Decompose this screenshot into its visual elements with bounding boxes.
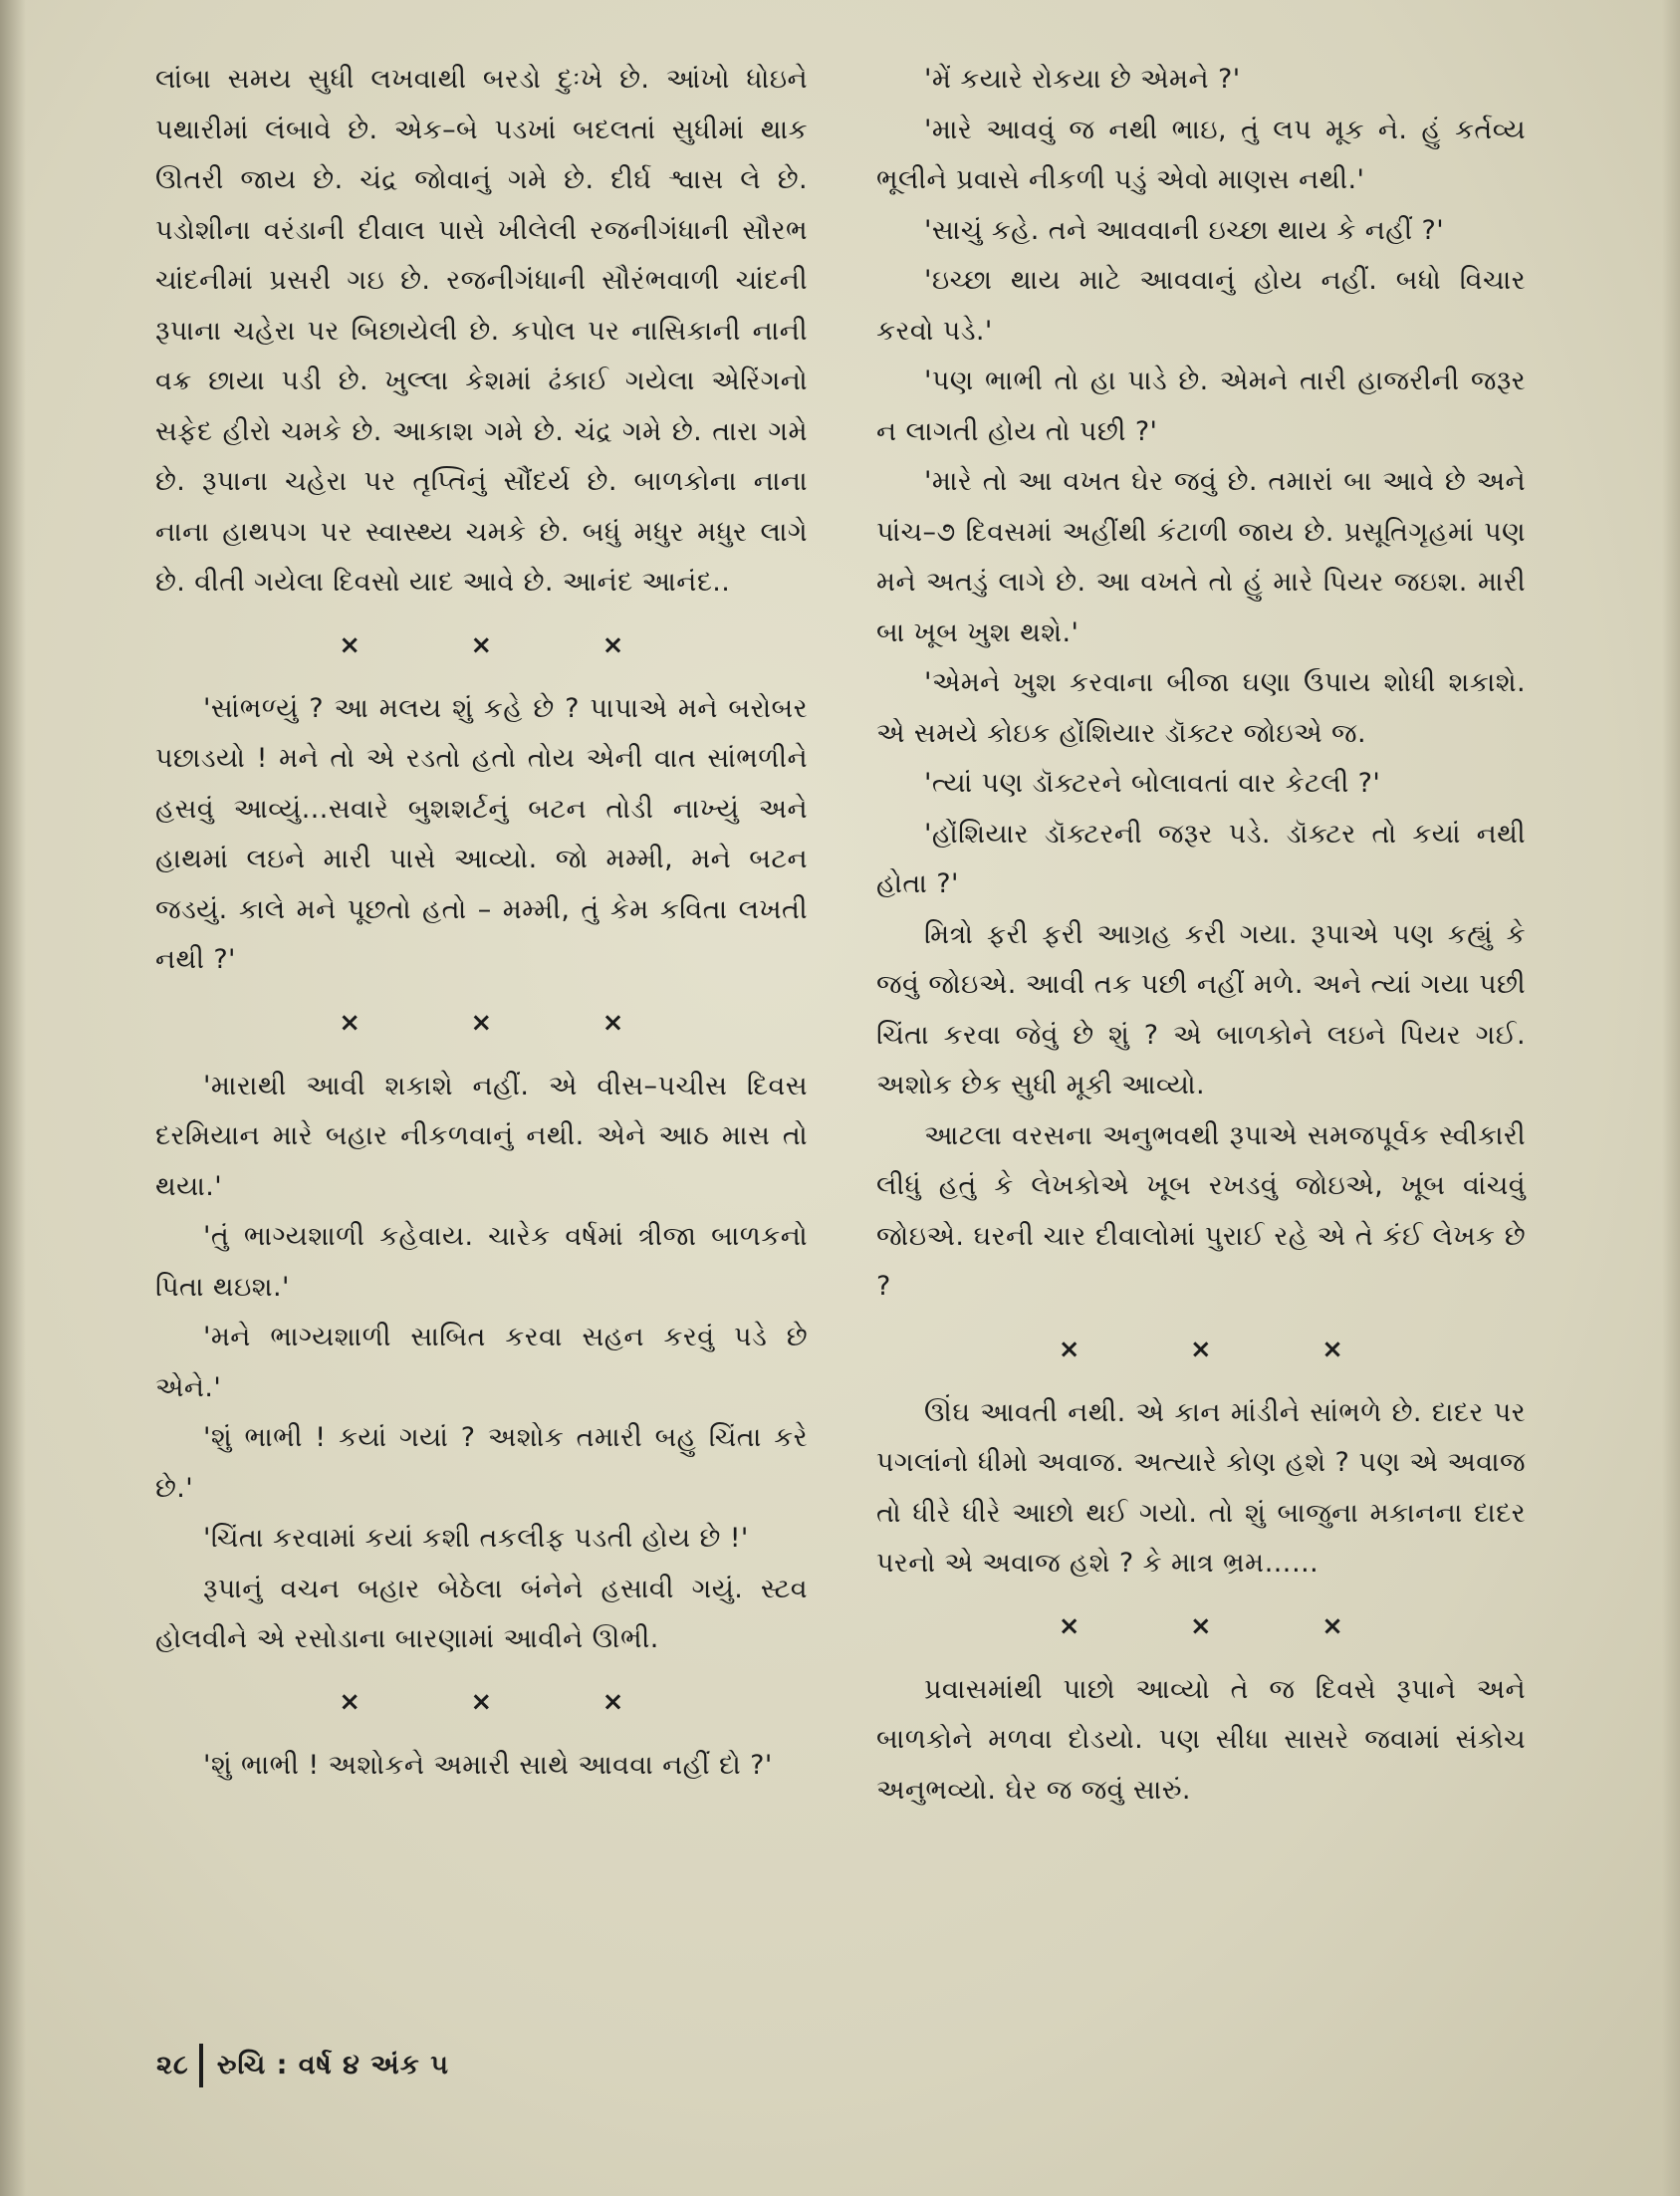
separator-mark: × [1321, 1611, 1344, 1642]
separator-mark: × [1189, 1335, 1213, 1365]
separator-mark: × [470, 1687, 493, 1718]
paragraph: 'મારે તો આ વખત ઘેર જવું છે. તમારાં બા આવે છે અને પાંચ–૭ દિવસમાં અહીંથી કંટાળી જાય છે. પ્રસૂતિગૃહમાં પણ મને અતડું લાગે છે. આ વખતે તો હું મારે પિયર જઇશ. મારી બા ખૂબ ખુશ થશે.' [876, 466, 1526, 648]
paragraph: 'શું ભાભી ! કયાં ગયાં ? અશોક તમારી બહુ ચિંતા કરે છે.' [155, 1422, 808, 1504]
separator-mark: × [601, 1008, 624, 1039]
paragraph: 'હોંશિયાર ડૉક્ટરની જરૂર પડે. ડૉક્ટર તો કયાં નથી હોતા ?' [876, 818, 1526, 899]
separator-mark: × [470, 1008, 493, 1039]
page-footer [156, 2048, 449, 2083]
footer-divider [199, 2044, 203, 2087]
paragraph: રૂપાનું વચન બહાર બેઠેલા બંનેને હસાવી ગયું. સ્ટવ હોલવીને એ રસોડાના બારણામાં આવીને ઊભી. [155, 1573, 808, 1654]
paragraph: 'પણ ભાભી તો હા પાડે છે. એમને તારી હાજરીની જરૂર ન લાગતી હોય તો પછી ?' [876, 366, 1526, 447]
separator-mark: × [1321, 1335, 1344, 1365]
separator-mark: × [339, 1008, 361, 1039]
paragraph: 'એમને ખુશ કરવાના બીજા ઘણા ઉપાય શોધી શકાશે. એ સમયે કોઇક હોંશિયાર ડૉક્ટર જોઇએ જ. [876, 667, 1526, 749]
paragraph: 'સાંભળ્યું ? આ મલય શું કહે છે ? પાપાએ મને બરોબર પછાડયો ! મને તો એ રડતો હતો તોય એની વાત સાંભળીને હસવું આવ્યું…સવારે બુશશર્ટનું બટન તોડી નાખ્યું અને હાથમાં લઇને મારી પાસે આવ્યો. જો મમ્મી, મને બટન જડયું. કાલે મને પૂછતો હતો – મમ્મી, તું કેમ કવિતા લખતી નથી ?' [155, 692, 808, 975]
paragraph: 'મારે આવવું જ નથી ભાઇ, તું લપ મૂક ને. હું કર્તવ્ય ભૂલીને પ્રવાસે નીકળી પડું એવો માણસ નથી.' [876, 114, 1526, 195]
binding-shadow [0, 0, 26, 2196]
section-separator [876, 1589, 1526, 1665]
separator-mark: × [601, 630, 624, 661]
paragraph: 'તું ભાગ્યશાળી કહેવાય. ચારેક વર્ષમાં ત્રીજા બાળકનો પિતા થઇશ.' [155, 1221, 808, 1303]
paragraph: 'સાચું કહે. તને આવવાની ઇચ્છા થાય કે નહીં ?' [924, 214, 1445, 246]
paragraph: 'મારાથી આવી શકાશે નહીં. એ વીસ–પચીસ દિવસ દરમિયાન મારે બહાર નીકળવાનું નથી. એને આઠ માસ તો થયા.' [155, 1070, 808, 1202]
separator-mark: × [1189, 1611, 1213, 1642]
page-number: ૨૮ [156, 2050, 189, 2080]
journal-issue: રુચિ : વર્ષ ૪ અંક ૫ [216, 2050, 449, 2080]
separator-mark: × [601, 1687, 624, 1718]
paragraph: 'મેં કયારે રોકયા છે એમને ?' [924, 64, 1241, 95]
paragraph: લાંબા સમય સુધી લખવાથી બરડો દુઃખે છે. આંખો ધોઇને પથારીમાં લંબાવે છે. એક–બે પડખાં બદલતાં સુધીમાં થાક ઊતરી જાય છે. ચંદ્ર જોવાનું ગમે છે. દીર્ઘ શ્વાસ લે છે. પડોશીના વરંડાની દીવાલ પાસે ખીલેલી રજનીગંધાની સૌરભ ચાંદનીમાં પ્રસરી ગઇ છે. રજનીગંધાની સૌરંભવાળી ચાંદની રૂપાના ચહેરા પર બિછાયેલી છે. કપોલ પર નાસિકાની નાની વક્ર છાયા પડી છે. ખુલ્લા કેશમાં ઢંકાઈ ગયેલા એરિંગનો સફેદ હીરો ચમકે છે. આકાશ ગમે છે. ચંદ્ર ગમે છે. તારા ગમે છે. રૂપાના ચહેરા પર તૃપ્તિનું સૌંદર્ય છે. બાળકોના નાના નાના હાથપગ પર સ્વાસ્થ્ય ચમકે છે. બધું મધુર મધુર લાગે છે. વીતી ગયેલા દિવસો યાદ આવે છે. આનંદ આનંદ.. [155, 64, 808, 598]
page-edge-shadow [1662, 0, 1680, 2196]
paragraph: મિત્રો ફરી ફરી આગ્રહ કરી ગયા. રૂપાએ પણ કહ્યું કે જવું જોઇએ. આવી તક પછી નહીં મળે. અને ત્યાં ગયા પછી ચિંતા કરવા જેવું છે શું ? એ બાળકોને લઇને પિયર ગઈ. અશોક છેક સુધી મૂકી આવ્યો. [876, 918, 1526, 1100]
paragraph: ઊંઘ આવતી નથી. એ કાન માંડીને સાંભળે છે. દાદર પર પગલાંનો ધીમો અવાજ. અત્યારે કોણ હશે ? પણ એ અવાજ તો ધીરે ધીરે આછો થઈ ગયો. તો શું બાજુના મકાનના દાદર પરનો એ અવાજ હશે ? કે માત્ર ભ્રમ…… [876, 1396, 1526, 1579]
paragraph: 'ત્યાં પણ ડૉક્ટરને બોલાવતાં વાર કેટલી ?' [924, 768, 1381, 799]
section-separator [155, 609, 808, 684]
separator-mark: × [1058, 1335, 1080, 1365]
paragraph: 'શું ભાભી ! અશોકને અમારી સાથે આવવા નહીં દો ?' [203, 1749, 773, 1781]
separator-mark: × [470, 630, 493, 661]
paragraph: આટલા વરસના અનુભવથી રૂપાએ સમજપૂર્વક સ્વીકારી લીધું હતું કે લેખકોએ ખૂબ રખડવું જોઇએ, ખૂબ વાંચવું જોઇએ. ઘરની ચાર દીવાલોમાં પુરાઈ રહે એ તે કંઈ લેખક છે ? [876, 1119, 1526, 1302]
paragraph: 'ઇચ્છા થાય માટે આવવાનું હોય નહીં. બધો વિચાર કરવો પડે.' [876, 265, 1526, 347]
separator-mark: × [1058, 1611, 1080, 1642]
paragraph: 'મને ભાગ્યશાળી સાબિત કરવા સહન કરવું પડે છે એને.' [155, 1322, 808, 1403]
left-column [155, 55, 808, 1791]
right-column [876, 55, 1526, 1816]
separator-mark: × [339, 1687, 361, 1718]
paragraph: 'ચિંતા કરવામાં કયાં કશી તકલીફ પડતી હોય છે !' [203, 1523, 749, 1554]
separator-mark: × [339, 630, 361, 661]
paragraph: પ્રવાસમાંથી પાછો આવ્યો તે જ દિવસે રૂપાને અને બાળકોને મળવા દોડયો. પણ સીધા સાસરે જવામાં સંકોચ અનુભવ્યો. ઘેર જ જવું સારું. [876, 1673, 1526, 1806]
section-separator [155, 986, 808, 1062]
section-separator [155, 1665, 808, 1741]
section-separator [876, 1313, 1526, 1388]
